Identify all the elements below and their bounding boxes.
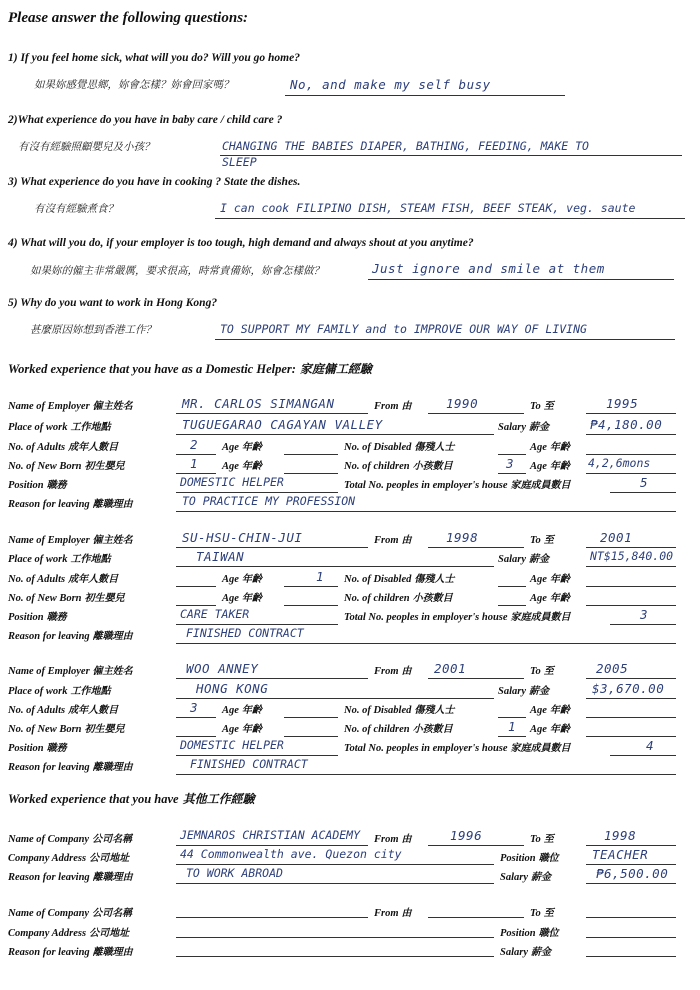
employer-3-children[interactable]: 1	[508, 719, 517, 734]
employer-2-position[interactable]: CARE TAKER	[180, 607, 250, 621]
employer-1-name[interactable]: MR. CARLOS SIMANGAN	[182, 396, 335, 411]
company-1-position[interactable]: TEACHER	[592, 847, 649, 862]
question-4: 4) What will you do, if your employer is too tough, high demand and always shout at you anytime?	[8, 237, 474, 249]
employer-1-salary[interactable]: ₱4,180.00	[590, 417, 663, 432]
employer-2-name[interactable]: SU-HSU-CHIN-JUI	[182, 530, 303, 545]
company-1-address[interactable]: 44 Commonwealth ave. Quezon city	[180, 847, 402, 861]
employer-3-to[interactable]: 2005	[596, 661, 629, 676]
employer-3-total[interactable]: 4	[646, 738, 655, 753]
employer-1-children-age[interactable]: 4,2,6mons	[588, 456, 651, 470]
company-1-to[interactable]: 1998	[604, 828, 637, 843]
other-section-title: Worked experience that you have 其他工作經驗	[8, 792, 255, 806]
page-title: Please answer the following questions:	[8, 10, 249, 26]
question-3-cn: 有沒有經驗煮食？	[34, 203, 118, 215]
employer-1-position[interactable]: DOMESTIC HELPER	[180, 475, 284, 489]
employer-2-adults-age[interactable]: 1	[316, 569, 325, 584]
employer-3-adults[interactable]: 3	[190, 700, 199, 715]
employer-2-total[interactable]: 3	[640, 607, 649, 622]
employer-1-reason[interactable]: TO PRACTICE MY PROFESSION	[182, 494, 356, 508]
employer-1-to[interactable]: 1995	[606, 396, 639, 411]
employer-3-from[interactable]: 2001	[434, 661, 467, 676]
employer-3-salary[interactable]: $3,670.00	[592, 681, 665, 696]
employer-3-reason[interactable]: FINISHED CONTRACT	[190, 757, 308, 771]
employer-3-name[interactable]: WOO ANNEY	[186, 661, 259, 676]
employer-2-reason[interactable]: FINISHED CONTRACT	[186, 626, 304, 640]
employer-2-salary[interactable]: NT$15,840.00	[590, 549, 674, 563]
employer-2-to[interactable]: 2001	[600, 530, 633, 545]
question-5-cn: 甚麼原因妳想到香港工作？	[30, 324, 156, 336]
employer-2-from[interactable]: 1998	[446, 530, 479, 545]
question-3: 3) What experience do you have in cooking ? State the dishes.	[8, 176, 301, 188]
employer-1-from[interactable]: 1990	[446, 396, 479, 411]
company-1-from[interactable]: 1996	[450, 828, 483, 843]
employer-3-position[interactable]: DOMESTIC HELPER	[180, 738, 284, 752]
answer-1[interactable]: No, and make my self busy	[290, 77, 491, 92]
question-4-cn: 如果妳的僱主非常嚴厲，要求很高，時常責備妳，妳會怎樣做？	[30, 265, 324, 277]
question-5: 5) Why do you want to work in Hong Kong?	[8, 297, 218, 309]
question-2-cn: 有沒有經驗照顧嬰兒及小孩？	[18, 141, 155, 153]
answer-2-cont[interactable]: SLEEP	[222, 155, 257, 169]
question-2: 2)What experience do you have in baby care / child care ?	[8, 114, 283, 126]
employer-1-place[interactable]: TUGUEGARAO CAGAYAN VALLEY	[182, 417, 383, 432]
company-1-reason[interactable]: TO WORK ABROAD	[186, 866, 283, 880]
answer-2[interactable]: CHANGING THE BABIES DIAPER, BATHING, FEEDING, MAKE TO	[222, 139, 589, 153]
employer-1-children[interactable]: 3	[506, 456, 515, 471]
employer-3-place[interactable]: HONG KONG	[196, 681, 269, 696]
company-1-salary[interactable]: ₱6,500.00	[596, 866, 669, 881]
dh-section-title: Worked experience that you have as a Domestic Helper: 家庭傭工經驗	[8, 362, 372, 376]
employer-1-newborn[interactable]: 1	[190, 456, 199, 471]
answer-5[interactable]: TO SUPPORT MY FAMILY and to IMPROVE OUR WAY OF LIVING	[220, 322, 587, 336]
employer-1-adults[interactable]: 2	[190, 437, 199, 452]
answer-4[interactable]: Just ignore and smile at them	[372, 261, 605, 276]
question-1: 1) If you feel home sick, what will you do? Will you go home?	[8, 52, 300, 64]
employer-2-place[interactable]: TAIWAN	[196, 549, 245, 564]
employer-1-total[interactable]: 5	[640, 475, 649, 490]
question-1-cn: 如果妳感覺思鄉，妳會怎樣？妳會回家嗎？	[34, 79, 234, 91]
answer-3[interactable]: I can cook FILIPINO DISH, STEAM FISH, BEEF STEAK, veg. saute	[220, 201, 636, 215]
company-1-name[interactable]: JEMNAROS CHRISTIAN ACADEMY	[180, 828, 361, 842]
